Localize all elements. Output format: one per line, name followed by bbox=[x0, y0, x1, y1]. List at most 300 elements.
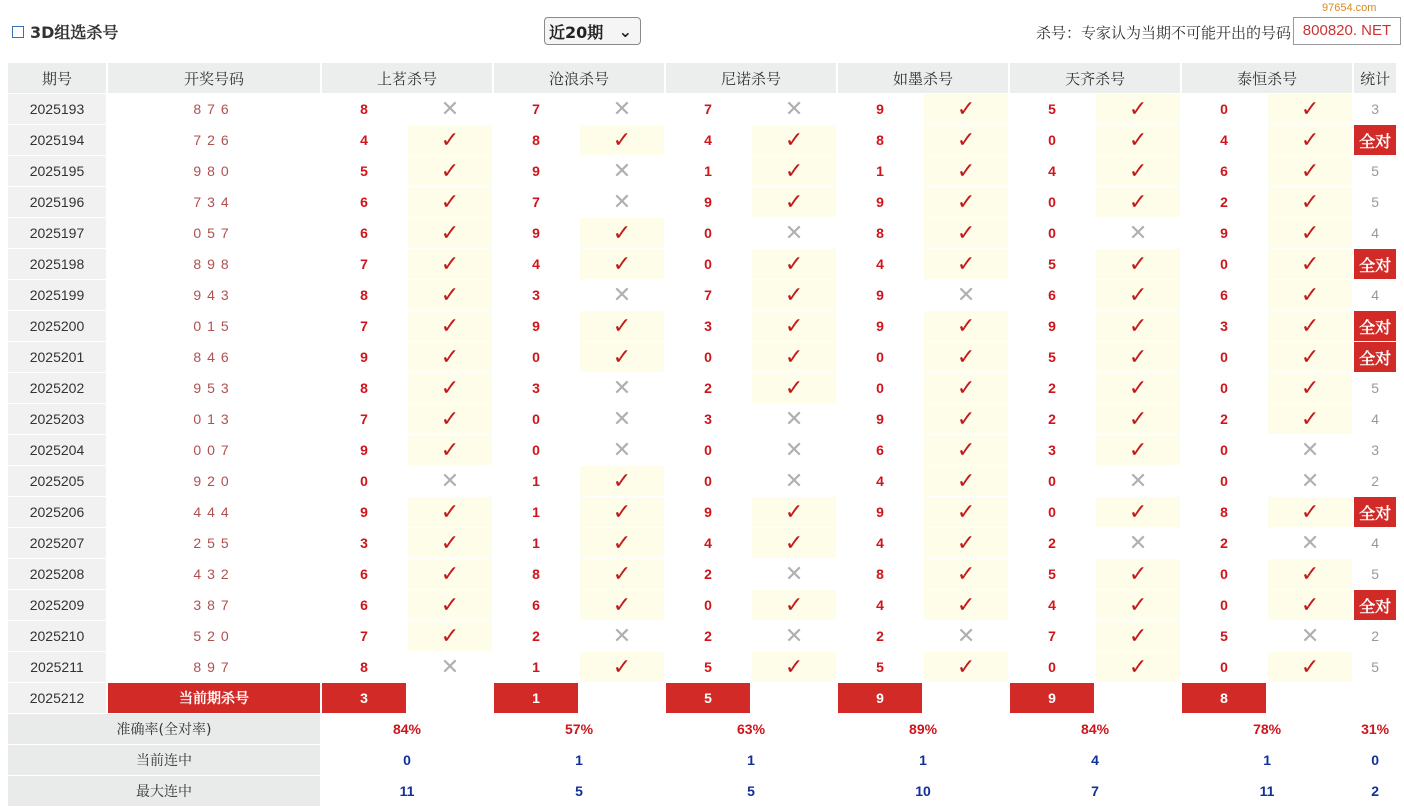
check-icon: ✓ bbox=[956, 592, 976, 617]
miss-cell bbox=[1268, 466, 1352, 496]
period-cell: 2025201 bbox=[8, 342, 106, 372]
hit-cell bbox=[1096, 652, 1180, 682]
current-kill-number: 5 bbox=[666, 683, 750, 713]
hit-cell bbox=[580, 497, 664, 527]
blank-cell bbox=[924, 683, 1008, 713]
kill-number-cell: 3 bbox=[322, 528, 406, 558]
cross-icon: ✕ bbox=[612, 282, 632, 307]
kill-number-cell: 0 bbox=[1182, 435, 1266, 465]
check-icon: ✓ bbox=[784, 344, 804, 369]
all-correct-badge: 全对 bbox=[1354, 342, 1396, 372]
hit-cell bbox=[752, 373, 836, 403]
current-streak-label: 当前连中 bbox=[8, 745, 320, 775]
draw-number-cell: 432 bbox=[108, 559, 320, 589]
check-icon: ✓ bbox=[612, 313, 632, 338]
period-cell: 2025208 bbox=[8, 559, 106, 589]
kill-number-table bbox=[6, 62, 1398, 807]
cross-icon: ✕ bbox=[612, 96, 632, 121]
check-icon: ✓ bbox=[956, 499, 976, 524]
kill-number-cell: 8 bbox=[494, 559, 578, 589]
current-streak-row bbox=[8, 745, 1396, 775]
check-icon: ✓ bbox=[1128, 499, 1148, 524]
check-icon: ✓ bbox=[1300, 158, 1320, 183]
miss-cell bbox=[580, 94, 664, 124]
kill-number-cell: 0 bbox=[1182, 559, 1266, 589]
all-correct-badge: 全对 bbox=[1354, 125, 1396, 155]
kill-number-cell: 9 bbox=[322, 497, 406, 527]
max-streak-value: 10 bbox=[838, 776, 1008, 806]
hit-cell bbox=[1268, 404, 1352, 434]
hit-cell bbox=[1096, 621, 1180, 651]
current-streak-value: 4 bbox=[1010, 745, 1180, 775]
hit-cell bbox=[752, 156, 836, 186]
max-streak-value: 5 bbox=[666, 776, 836, 806]
kill-number-cell: 1 bbox=[494, 466, 578, 496]
kill-number-cell: 5 bbox=[322, 156, 406, 186]
hit-cell bbox=[924, 249, 1008, 279]
kill-number-cell: 0 bbox=[1182, 590, 1266, 620]
kill-number-cell: 8 bbox=[322, 652, 406, 682]
stat-count-cell: 5 bbox=[1354, 187, 1396, 217]
hit-cell bbox=[408, 559, 492, 589]
period-cell: 2025202 bbox=[8, 373, 106, 403]
hit-cell bbox=[1096, 342, 1180, 372]
kill-number-cell: 5 bbox=[838, 652, 922, 682]
hit-cell bbox=[408, 435, 492, 465]
check-icon: ✓ bbox=[612, 592, 632, 617]
hit-cell bbox=[408, 497, 492, 527]
kill-number-cell: 5 bbox=[1182, 621, 1266, 651]
section-checkbox[interactable] bbox=[12, 26, 24, 38]
draw-number-cell: 255 bbox=[108, 528, 320, 558]
kill-number-cell: 4 bbox=[1010, 590, 1094, 620]
hit-cell bbox=[924, 652, 1008, 682]
kill-number-cell: 2 bbox=[838, 621, 922, 651]
hit-cell bbox=[580, 311, 664, 341]
hit-cell bbox=[752, 342, 836, 372]
hit-cell bbox=[752, 125, 836, 155]
check-icon: ✓ bbox=[784, 158, 804, 183]
miss-cell bbox=[580, 187, 664, 217]
kill-number-cell: 7 bbox=[1010, 621, 1094, 651]
kill-number-cell: 0 bbox=[1182, 342, 1266, 372]
col-header-expert-5: 天齐杀号 bbox=[1010, 63, 1180, 93]
check-icon: ✓ bbox=[440, 375, 460, 400]
stat-count-cell: 4 bbox=[1354, 404, 1396, 434]
cross-icon: ✕ bbox=[1300, 437, 1320, 462]
kill-number-cell: 4 bbox=[838, 466, 922, 496]
hit-cell bbox=[924, 528, 1008, 558]
hit-cell bbox=[1268, 94, 1352, 124]
watermark-badge: 800820. NET bbox=[1293, 17, 1401, 45]
draw-number-cell: 057 bbox=[108, 218, 320, 248]
check-icon: ✓ bbox=[956, 96, 976, 121]
kill-number-cell: 0 bbox=[1010, 497, 1094, 527]
cross-icon: ✕ bbox=[784, 437, 804, 462]
check-icon: ✓ bbox=[1128, 127, 1148, 152]
kill-number-cell: 0 bbox=[1010, 218, 1094, 248]
table-row bbox=[8, 435, 1396, 465]
hit-cell bbox=[1268, 590, 1352, 620]
max-streak-value: 5 bbox=[494, 776, 664, 806]
kill-number-cell: 9 bbox=[494, 218, 578, 248]
max-streak-value: 11 bbox=[1182, 776, 1352, 806]
check-icon: ✓ bbox=[1300, 96, 1320, 121]
kill-number-cell: 8 bbox=[322, 373, 406, 403]
check-icon: ✓ bbox=[440, 282, 460, 307]
stat-count-cell: 5 bbox=[1354, 559, 1396, 589]
kill-number-cell: 1 bbox=[838, 156, 922, 186]
table-row bbox=[8, 373, 1396, 403]
current-kill-row bbox=[8, 683, 1396, 713]
draw-number-cell: 013 bbox=[108, 404, 320, 434]
cross-icon: ✕ bbox=[612, 437, 632, 462]
check-icon: ✓ bbox=[956, 530, 976, 555]
hit-cell bbox=[580, 528, 664, 558]
kill-number-cell: 8 bbox=[322, 280, 406, 310]
col-header-expert-2: 沧浪杀号 bbox=[494, 63, 664, 93]
period-cell: 2025212 bbox=[8, 683, 106, 713]
table-row bbox=[8, 94, 1396, 124]
kill-number-cell: 0 bbox=[494, 435, 578, 465]
kill-number-cell: 4 bbox=[666, 125, 750, 155]
hit-cell bbox=[752, 249, 836, 279]
stat-count-cell: 4 bbox=[1354, 218, 1396, 248]
period-range-select[interactable] bbox=[544, 17, 641, 45]
miss-cell bbox=[1096, 466, 1180, 496]
kill-number-cell: 0 bbox=[666, 218, 750, 248]
kill-number-cell: 5 bbox=[1010, 559, 1094, 589]
kill-number-cell: 4 bbox=[838, 528, 922, 558]
kill-number-cell: 7 bbox=[666, 280, 750, 310]
hit-cell bbox=[580, 218, 664, 248]
period-cell: 2025203 bbox=[8, 404, 106, 434]
table-row bbox=[8, 125, 1396, 155]
check-icon: ✓ bbox=[784, 530, 804, 555]
kill-number-cell: 8 bbox=[838, 125, 922, 155]
kill-number-cell: 4 bbox=[838, 249, 922, 279]
period-cell: 2025193 bbox=[8, 94, 106, 124]
kill-number-cell: 0 bbox=[1182, 94, 1266, 124]
check-icon: ✓ bbox=[440, 437, 460, 462]
check-icon: ✓ bbox=[440, 530, 460, 555]
table-row bbox=[8, 621, 1396, 651]
kill-number-cell: 7 bbox=[494, 94, 578, 124]
hit-cell bbox=[580, 652, 664, 682]
accuracy-row bbox=[8, 714, 1396, 744]
table-row bbox=[8, 218, 1396, 248]
kill-number-cell: 9 bbox=[1010, 311, 1094, 341]
kill-number-cell: 3 bbox=[1182, 311, 1266, 341]
hit-cell bbox=[580, 249, 664, 279]
draw-number-cell: 726 bbox=[108, 125, 320, 155]
hit-cell bbox=[1096, 156, 1180, 186]
current-streak-total: 0 bbox=[1354, 745, 1396, 775]
check-icon: ✓ bbox=[1128, 282, 1148, 307]
blank-cell bbox=[752, 683, 836, 713]
hit-cell bbox=[1096, 404, 1180, 434]
check-icon: ✓ bbox=[1128, 592, 1148, 617]
hit-cell bbox=[580, 125, 664, 155]
kill-number-cell: 0 bbox=[1182, 373, 1266, 403]
current-kill-number: 9 bbox=[838, 683, 922, 713]
hit-cell bbox=[408, 280, 492, 310]
check-icon: ✓ bbox=[1300, 251, 1320, 276]
cross-icon: ✕ bbox=[956, 623, 976, 648]
hit-cell bbox=[408, 342, 492, 372]
kill-number-cell: 0 bbox=[1010, 466, 1094, 496]
cross-icon: ✕ bbox=[612, 375, 632, 400]
check-icon: ✓ bbox=[1300, 406, 1320, 431]
check-icon: ✓ bbox=[956, 468, 976, 493]
kill-number-cell: 8 bbox=[494, 125, 578, 155]
current-kill-number: 9 bbox=[1010, 683, 1094, 713]
kill-number-cell: 2 bbox=[1182, 528, 1266, 558]
period-cell: 2025197 bbox=[8, 218, 106, 248]
current-streak-value: 0 bbox=[322, 745, 492, 775]
kill-definition-note: 杀号：专家认为当期不可能开出的号码 bbox=[1036, 24, 1292, 42]
table-row bbox=[8, 404, 1396, 434]
kill-number-cell: 9 bbox=[322, 435, 406, 465]
hit-cell bbox=[924, 311, 1008, 341]
check-icon: ✓ bbox=[784, 592, 804, 617]
all-correct-badge: 全对 bbox=[1354, 497, 1396, 527]
check-icon: ✓ bbox=[440, 127, 460, 152]
cross-icon: ✕ bbox=[784, 406, 804, 431]
accuracy-value: 89% bbox=[838, 714, 1008, 744]
accuracy-value: 84% bbox=[322, 714, 492, 744]
check-icon: ✓ bbox=[1300, 592, 1320, 617]
check-icon: ✓ bbox=[440, 344, 460, 369]
miss-cell bbox=[752, 466, 836, 496]
check-icon: ✓ bbox=[440, 623, 460, 648]
hit-cell bbox=[924, 156, 1008, 186]
check-icon: ✓ bbox=[1300, 561, 1320, 586]
current-streak-value: 1 bbox=[838, 745, 1008, 775]
kill-number-cell: 8 bbox=[838, 559, 922, 589]
max-streak-label: 最大连中 bbox=[8, 776, 320, 806]
hit-cell bbox=[924, 94, 1008, 124]
hit-cell bbox=[580, 342, 664, 372]
kill-number-cell: 0 bbox=[494, 342, 578, 372]
cross-icon: ✕ bbox=[956, 282, 976, 307]
table-row bbox=[8, 249, 1396, 279]
hit-cell bbox=[752, 528, 836, 558]
current-streak-value: 1 bbox=[494, 745, 664, 775]
kill-number-cell: 1 bbox=[494, 497, 578, 527]
kill-number-cell: 9 bbox=[494, 311, 578, 341]
hit-cell bbox=[408, 156, 492, 186]
check-icon: ✓ bbox=[784, 499, 804, 524]
table-row bbox=[8, 466, 1396, 496]
check-icon: ✓ bbox=[440, 592, 460, 617]
miss-cell bbox=[408, 652, 492, 682]
hit-cell bbox=[1268, 311, 1352, 341]
cross-icon: ✕ bbox=[440, 654, 460, 679]
kill-number-cell: 7 bbox=[322, 249, 406, 279]
accuracy-value: 78% bbox=[1182, 714, 1352, 744]
hit-cell bbox=[752, 187, 836, 217]
check-icon: ✓ bbox=[1128, 375, 1148, 400]
cross-icon: ✕ bbox=[612, 189, 632, 214]
check-icon: ✓ bbox=[1300, 654, 1320, 679]
col-header-expert-1: 上茗杀号 bbox=[322, 63, 492, 93]
kill-number-cell: 9 bbox=[494, 156, 578, 186]
hit-cell bbox=[408, 590, 492, 620]
cross-icon: ✕ bbox=[612, 406, 632, 431]
miss-cell bbox=[752, 94, 836, 124]
check-icon: ✓ bbox=[1300, 282, 1320, 307]
kill-number-cell: 7 bbox=[666, 94, 750, 124]
hit-cell bbox=[1096, 590, 1180, 620]
cross-icon: ✕ bbox=[440, 468, 460, 493]
check-icon: ✓ bbox=[956, 406, 976, 431]
col-header-expert-3: 尼诺杀号 bbox=[666, 63, 836, 93]
kill-number-cell: 9 bbox=[666, 187, 750, 217]
hit-cell bbox=[924, 342, 1008, 372]
check-icon: ✓ bbox=[956, 344, 976, 369]
check-icon: ✓ bbox=[1128, 96, 1148, 121]
check-icon: ✓ bbox=[956, 189, 976, 214]
miss-cell bbox=[580, 435, 664, 465]
period-cell: 2025194 bbox=[8, 125, 106, 155]
check-icon: ✓ bbox=[1128, 158, 1148, 183]
miss-cell bbox=[580, 404, 664, 434]
kill-number-cell: 6 bbox=[1010, 280, 1094, 310]
kill-number-cell: 0 bbox=[1010, 187, 1094, 217]
cross-icon: ✕ bbox=[784, 96, 804, 121]
kill-number-cell: 7 bbox=[322, 311, 406, 341]
miss-cell bbox=[752, 621, 836, 651]
hit-cell bbox=[1096, 125, 1180, 155]
hit-cell bbox=[752, 652, 836, 682]
kill-number-cell: 8 bbox=[322, 94, 406, 124]
kill-number-cell: 2 bbox=[494, 621, 578, 651]
cross-icon: ✕ bbox=[1300, 530, 1320, 555]
check-icon: ✓ bbox=[612, 127, 632, 152]
hit-cell bbox=[924, 497, 1008, 527]
miss-cell bbox=[752, 404, 836, 434]
blank-cell bbox=[1096, 683, 1180, 713]
draw-number-cell: 846 bbox=[108, 342, 320, 372]
miss-cell bbox=[408, 466, 492, 496]
kill-number-cell: 2 bbox=[666, 621, 750, 651]
kill-number-cell: 6 bbox=[322, 218, 406, 248]
kill-number-cell: 5 bbox=[1010, 94, 1094, 124]
kill-number-cell: 4 bbox=[1010, 156, 1094, 186]
kill-number-cell: 9 bbox=[838, 94, 922, 124]
accuracy-value: 84% bbox=[1010, 714, 1180, 744]
check-icon: ✓ bbox=[440, 406, 460, 431]
table-row bbox=[8, 342, 1396, 372]
miss-cell bbox=[752, 218, 836, 248]
kill-number-cell: 3 bbox=[666, 311, 750, 341]
hit-cell bbox=[408, 311, 492, 341]
draw-number-cell: 920 bbox=[108, 466, 320, 496]
max-streak-value: 11 bbox=[322, 776, 492, 806]
period-cell: 2025200 bbox=[8, 311, 106, 341]
period-cell: 2025205 bbox=[8, 466, 106, 496]
title-group bbox=[12, 20, 118, 43]
col-header-expert-4: 如墨杀号 bbox=[838, 63, 1008, 93]
hit-cell bbox=[924, 125, 1008, 155]
kill-number-cell: 3 bbox=[494, 280, 578, 310]
check-icon: ✓ bbox=[956, 437, 976, 462]
check-icon: ✓ bbox=[956, 561, 976, 586]
blank-cell bbox=[580, 683, 664, 713]
check-icon: ✓ bbox=[956, 158, 976, 183]
check-icon: ✓ bbox=[612, 344, 632, 369]
kill-number-cell: 0 bbox=[494, 404, 578, 434]
cross-icon: ✕ bbox=[784, 561, 804, 586]
miss-cell bbox=[1268, 435, 1352, 465]
hit-cell bbox=[924, 559, 1008, 589]
check-icon: ✓ bbox=[1300, 220, 1320, 245]
col-header-draw: 开奖号码 bbox=[108, 63, 320, 93]
draw-number-cell: 520 bbox=[108, 621, 320, 651]
page-title: 3D组选杀号 bbox=[30, 23, 119, 42]
stat-count-cell: 3 bbox=[1354, 435, 1396, 465]
miss-cell bbox=[752, 559, 836, 589]
period-cell: 2025210 bbox=[8, 621, 106, 651]
all-correct-badge: 全对 bbox=[1354, 249, 1396, 279]
table-row bbox=[8, 156, 1396, 186]
current-streak-value: 1 bbox=[666, 745, 836, 775]
period-cell: 2025207 bbox=[8, 528, 106, 558]
kill-number-cell: 0 bbox=[838, 373, 922, 403]
check-icon: ✓ bbox=[1128, 406, 1148, 431]
current-streak-value: 1 bbox=[1182, 745, 1352, 775]
hit-cell bbox=[1268, 373, 1352, 403]
check-icon: ✓ bbox=[1128, 251, 1148, 276]
draw-number-cell: 015 bbox=[108, 311, 320, 341]
check-icon: ✓ bbox=[784, 375, 804, 400]
check-icon: ✓ bbox=[440, 158, 460, 183]
hit-cell bbox=[1268, 559, 1352, 589]
cross-icon: ✕ bbox=[1300, 468, 1320, 493]
kill-number-cell: 6 bbox=[322, 187, 406, 217]
current-kill-label: 当前期杀号 bbox=[108, 683, 320, 713]
check-icon: ✓ bbox=[956, 313, 976, 338]
check-icon: ✓ bbox=[1300, 344, 1320, 369]
kill-number-cell: 9 bbox=[322, 342, 406, 372]
kill-number-cell: 9 bbox=[666, 497, 750, 527]
check-icon: ✓ bbox=[784, 654, 804, 679]
miss-cell bbox=[752, 435, 836, 465]
hit-cell bbox=[1096, 559, 1180, 589]
kill-number-cell: 1 bbox=[666, 156, 750, 186]
hit-cell bbox=[924, 404, 1008, 434]
hit-cell bbox=[408, 404, 492, 434]
kill-number-cell: 4 bbox=[494, 249, 578, 279]
draw-number-cell: 444 bbox=[108, 497, 320, 527]
check-icon: ✓ bbox=[1128, 437, 1148, 462]
col-header-expert-6: 泰恒杀号 bbox=[1182, 63, 1352, 93]
kill-number-cell: 7 bbox=[494, 187, 578, 217]
hit-cell bbox=[752, 311, 836, 341]
kill-number-cell: 0 bbox=[666, 249, 750, 279]
hit-cell bbox=[1268, 187, 1352, 217]
kill-number-cell: 2 bbox=[1010, 404, 1094, 434]
kill-number-cell: 6 bbox=[838, 435, 922, 465]
check-icon: ✓ bbox=[784, 189, 804, 214]
draw-number-cell: 980 bbox=[108, 156, 320, 186]
check-icon: ✓ bbox=[956, 654, 976, 679]
cross-icon: ✕ bbox=[784, 623, 804, 648]
hit-cell bbox=[408, 187, 492, 217]
period-cell: 2025211 bbox=[8, 652, 106, 682]
cross-icon: ✕ bbox=[784, 220, 804, 245]
